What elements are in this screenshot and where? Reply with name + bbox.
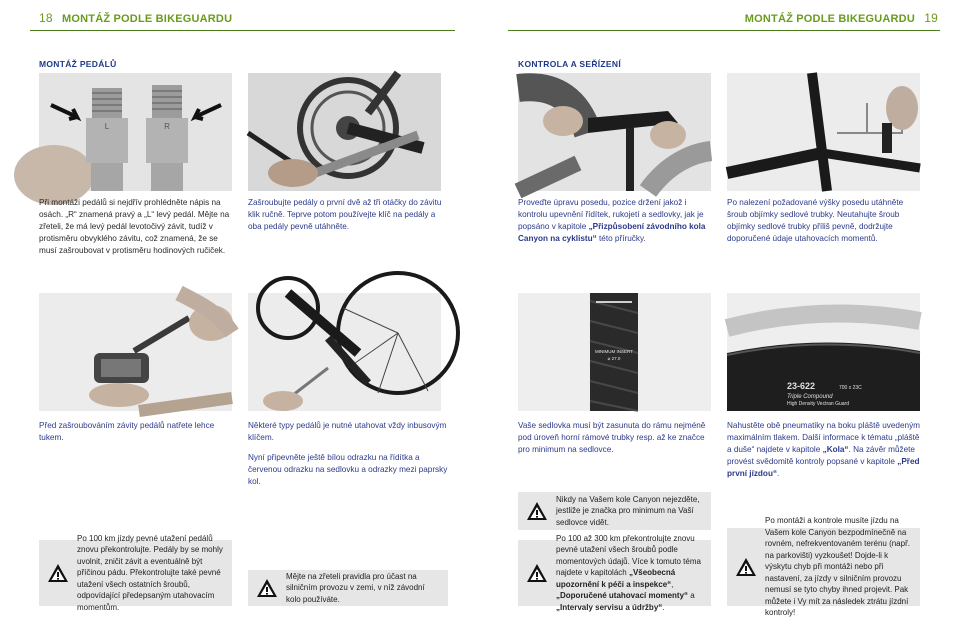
caption-tire-chapter-wheels: „Kola“ (822, 445, 849, 454)
left-page-header (39, 11, 232, 25)
left-page-title: MONTÁŽ PODLE BIKEGUARDU (62, 13, 233, 25)
warning-note-traffic-rules-text: Mějte na zřeteli pravidla pro účast na silničním provozu v zemi, v níž závodní kolo používáte. (286, 571, 425, 604)
caption-tire-text-a: Nahustěte obě pneumatiky na boku pláště uvedeným maximálním tlakem. Další informace k tématu „pláště a duše“ najdete v kapitole (727, 421, 920, 454)
left-page-number: 18 (39, 11, 53, 25)
tire-compound-text: Triple Compound (787, 394, 833, 400)
warning-note-pedal-recheck-text: Po 100 km jízdy pevné utažení pedálů znovu překontrolujte. Pedály by se mohly uvolnit, zničit závit a eventuálně být příčinou pádu. Překontrolujte také pevné utažení všech ostatních šroubů, odpovídající předepsaným utahovacím momentům. (77, 533, 223, 612)
warning-note-torque-recheck-text (556, 533, 703, 614)
caption-adjust-position-chapter: „Přizpůsobení závodního kola Canyon na cyklistu“ (518, 222, 706, 243)
caption-seat-clamp: Po nalezení požadované výšky posedu utáhněte šroub objímky sedlové trubky. Neutahujte šroub objímky sedlové trubky příliš pevně, dodržujte doporučené údaje utahovacích momentů. (727, 198, 904, 243)
tire-guard-text: High Density Vectran Guard (787, 401, 849, 407)
warning-triangle-icon (47, 563, 69, 583)
caption-grease: Před zašroubováním závity pedálů natřete lehce tukem. (39, 421, 215, 442)
warning-triangle-icon (735, 557, 757, 577)
photo-saddle-adjust (518, 73, 711, 191)
caption-allen-key-p1: Některé typy pedálů je nutné utahovat vždy inbusovým klíčem. (248, 421, 447, 442)
right-page-header (745, 11, 938, 25)
note-torque-chapter-torques: „Doporučené utahovací momenty“ (556, 591, 689, 601)
warning-note-traffic-rules (248, 570, 448, 606)
caption-pedal-thread: Při montáži pedálů si nejdřív prohlédněte nápis na osách. „R“ znamená pravý a „L“ levý pedál. Mějte na zřeteli, že má levý pedál levotočivý závit, tudíž v protisměru obvyklého závitu, což znamená, že se musí zašroubovat v protisměru hodinových ručiček. (39, 198, 230, 255)
photo-crank-wrench (248, 73, 441, 191)
warning-note-pedal-recheck (39, 533, 232, 612)
caption-seatpost-insert: Vaše sedlovka musí být zasunuta do rámu nejméně pod úroveň horní rámové trubky resp. až ke značce pro minimum na sedlovce. (518, 421, 706, 454)
warning-triangle-icon (526, 563, 548, 583)
seatpost-marking-line2: ⌀ 27.0 (607, 356, 621, 361)
photo-allen-key-pedal (248, 293, 441, 411)
caption-adjust-position (518, 197, 714, 245)
caption-adjust-position-text-c: této příručky. (596, 234, 646, 243)
right-page-number: 19 (924, 11, 938, 25)
section-title-pedals: MONTÁŽ PEDÁLŮ (39, 59, 117, 69)
photo-pedal-axles (39, 73, 232, 191)
warning-triangle-icon (256, 578, 278, 598)
photo-seatpost-minimum (518, 293, 711, 411)
caption-tire-pressure (727, 420, 925, 480)
axle-label-left: L (104, 122, 110, 131)
note-torque-chapter-service: „Intervaly servisu a údržby“ (556, 602, 663, 612)
seatpost-marking-line1: MINIMUM INSERT (595, 349, 633, 354)
note-torque-chapter-care: „Všeobecná upozornění k péči a inspekce“ (556, 568, 676, 589)
caption-adjust-position-text-a: Proveďte úpravu posedu, pozice držení jakož i kontrolu upevnění řídítek, rukojetí a sedlovky, jak je popsáno v kapitole (518, 198, 704, 231)
right-header-rule (508, 30, 940, 31)
right-page-title: MONTÁŽ PODLE BIKEGUARDU (744, 13, 915, 25)
note-torque-sep-1: , (671, 579, 674, 589)
caption-tire-text-c: . Na závěr můžete provést svědomitě kontroly popsané v kapitole (727, 445, 915, 466)
axle-label-right: R (164, 122, 170, 131)
photo-grease-threads (39, 293, 232, 411)
warning-note-minimum-mark (518, 492, 711, 530)
caption-tire-text-e: . (777, 469, 780, 478)
caption-tire-chapter-first-ride: „Před první jízdou“ (727, 457, 920, 478)
caption-screw-pedals: Zašroubujte pedály o první dvě až tři otáčky do závitu klik ručně. Teprve potom používejte klíč na pedály a oba pedály pevně utáhněte. (248, 198, 442, 231)
note-torque-sep-2: a (688, 591, 695, 601)
warning-note-test-ride-text: Po montáži a kontrole musíte jízdu na Vašem kole Canyon bezpodmínečně na rovném, nefrekventovaném terénu (např. na parkovišti) vyzkoušet! Dojde-li k výskytu chyb při montáži nebo při nastavení, za jízdy v silničním provozu nemusí se tyto chyby ihned projevit. Pak můžete i Vy mít za následek ztrátu jízdní kontroly! (765, 516, 910, 618)
warning-triangle-icon (526, 501, 548, 521)
photo-tire-sidewall (727, 293, 920, 411)
tire-size-french: 700 x 23C (839, 385, 862, 391)
warning-note-torque-recheck (518, 533, 711, 612)
photo-seatpost-clamp (727, 73, 920, 191)
caption-allen-key (248, 420, 448, 488)
caption-reflectors: Nyní připevněte ještě bílou odrazku na řídítka a červenou odrazku na sedlovku a odrazky mezi paprsky kol. (248, 453, 448, 486)
left-header-rule (30, 30, 455, 31)
warning-note-test-ride (727, 516, 920, 618)
tire-size-etrto: 23-622 (787, 381, 816, 391)
note-torque-text-a: Po 100 až 300 km překontrolujte znovu pevné utažení všech šroubů podle momentových údajů. Více k tomuto téma najdete v kapitolách (556, 533, 701, 578)
section-title-check: KONTROLA A SEŘÍZENÍ (518, 59, 621, 69)
note-torque-end: . (662, 602, 665, 612)
warning-note-minimum-mark-text: Nikdy na Vašem kole Canyon nejezděte, jestliže je značka pro minimum na Vaší sedlovce vidět. (556, 494, 700, 527)
